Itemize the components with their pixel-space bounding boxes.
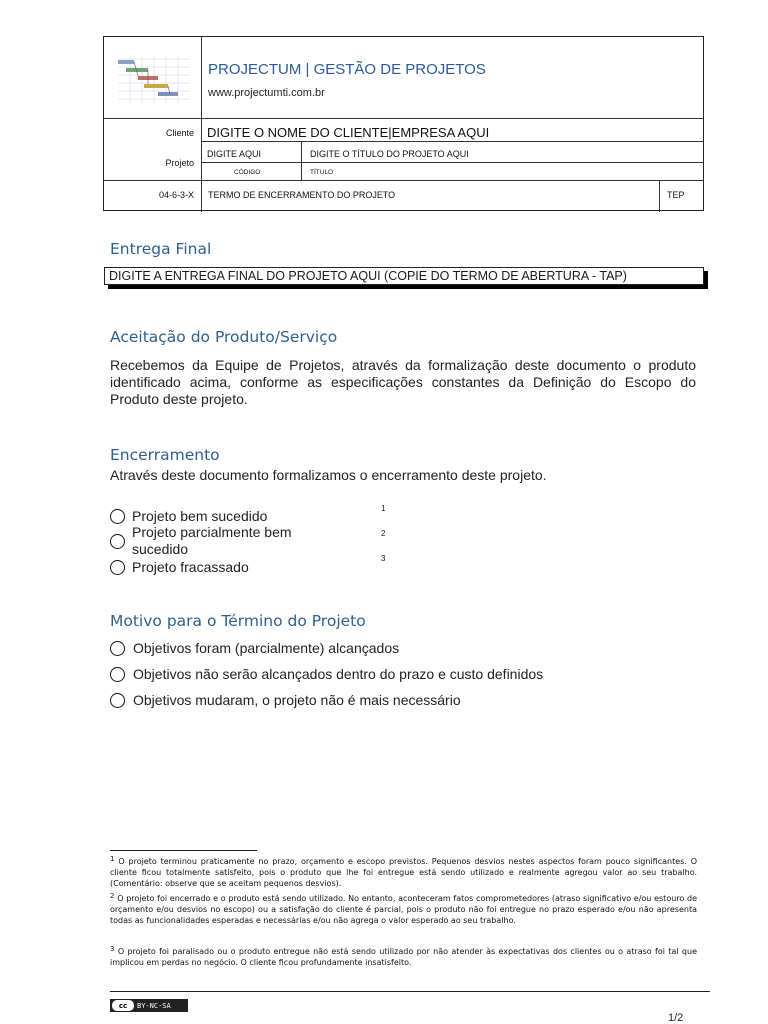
license-text: BY-NC-SA: [137, 1001, 171, 1010]
creative-commons-badge[interactable]: [110, 999, 188, 1012]
document-abbreviation: TEP: [667, 190, 685, 200]
codigo-caption: CÓDIGO: [234, 169, 261, 176]
footnote-3: $^3$ O projeto foi paralisado ou o produto entregue não está sendo utilizado por não atender às expectativas dos clientes ou o atraso foi tal que implicou em perdas no negócio. O cliente ficou profundamente insatisfeito.: [110, 945, 697, 967]
option-label: Projeto fracassado: [132, 559, 249, 575]
option-label: Objetivos não serão alcançados dentro do prazo e custo definidos: [133, 666, 544, 682]
company-logo: [104, 37, 201, 118]
radio-objetivos-nao-alcancados[interactable]: [110, 667, 125, 682]
footnote-ref: 2: [381, 529, 386, 538]
document-code: 04-6-3-X: [158, 190, 194, 200]
radio-fracassado[interactable]: [110, 560, 125, 575]
radio-bem-sucedido[interactable]: [110, 509, 125, 524]
radio-parcialmente-sucedido[interactable]: [110, 534, 125, 549]
option-label: Projeto bem sucedido: [132, 508, 268, 524]
radio-objetivos-mudaram[interactable]: [110, 693, 125, 708]
document-title: TERMO DE ENCERRAMENTO DO PROJETO: [208, 190, 396, 200]
footnote-separator: [110, 850, 257, 851]
motivo-heading: Motivo para o Término do Projeto: [110, 612, 366, 630]
encerramento-text: Através deste documento formalizamos o encerramento deste projeto.: [110, 467, 547, 483]
option-label: Objetivos mudaram, o projeto não é mais necessário: [133, 692, 461, 708]
codigo-value[interactable]: DIGITE AQUI: [207, 149, 262, 159]
document-header-table: [103, 36, 704, 211]
footnote-1: $^1$ O projeto terminou praticamente no prazo, orçamento e escopo previstos. Pequenos desvios nestes aspectos foram pouco significantes. O cliente ficou totalmente satisfeito, pois o produto que lhe foi entregue está sendo utilizado e realmente agregou valor ao seu trabalho. (Comentário: observe que se aceitam pequenos desvios).: [110, 855, 698, 888]
footnote-2: $^2$ O projeto foi encerrado e o produto está sendo utilizado. No entanto, aconteceram fatos comprometedores (atraso significativo e/ou estouro de orçamento e/ou desvios no escopo) ou a satisfação do cliente é parcial, pois o produto não foi entregue no prazo esperado e/ou não apresenta todas as funcionalidades esperadas e necessárias e/ou não agrega o valor esperado ao seu trabalho.: [110, 892, 698, 925]
cliente-value[interactable]: DIGITE O NOME DO CLIENTE|EMPRESA AQUI: [207, 125, 490, 140]
encerramento-heading: Encerramento: [110, 446, 220, 464]
footnote-ref: 3: [381, 554, 386, 563]
option-label: Projeto parcialmente bem sucedido: [132, 524, 292, 557]
radio-objetivos-alcancados[interactable]: [110, 641, 125, 656]
projeto-label: Projeto: [165, 158, 194, 168]
cc-icon: cc: [112, 1000, 134, 1011]
company-website: www.projectumti.com.br: [208, 87, 325, 99]
footer-separator: [110, 991, 710, 992]
entrega-heading: Entrega Final: [110, 240, 212, 258]
titulo-caption: TÍTULO: [310, 169, 334, 176]
footnote-ref: 1: [381, 504, 386, 513]
aceitacao-text: Recebemos da Equipe de Projetos, através da formalização deste documento o produto identificado acima, conforme as especificações constantes da Definição do Escopo do Produto deste projeto.: [110, 357, 696, 407]
titulo-value[interactable]: DIGITE O TÍTULO DO PROJETO AQUI: [310, 149, 469, 159]
option-label: Objetivos foram (parcialmente) alcançados: [133, 640, 400, 656]
page-number: 1/2: [668, 1012, 684, 1024]
cliente-label: Cliente: [165, 128, 194, 138]
entrega-input-box[interactable]: DIGITE A ENTREGA FINAL DO PROJETO AQUI (COPIE DO TERMO DE ABERTURA - TAP): [104, 267, 704, 285]
aceitacao-heading: Aceitação do Produto/Serviço: [110, 328, 338, 346]
company-name: PROJECTUM | GESTÃO DE PROJETOS: [208, 61, 486, 78]
